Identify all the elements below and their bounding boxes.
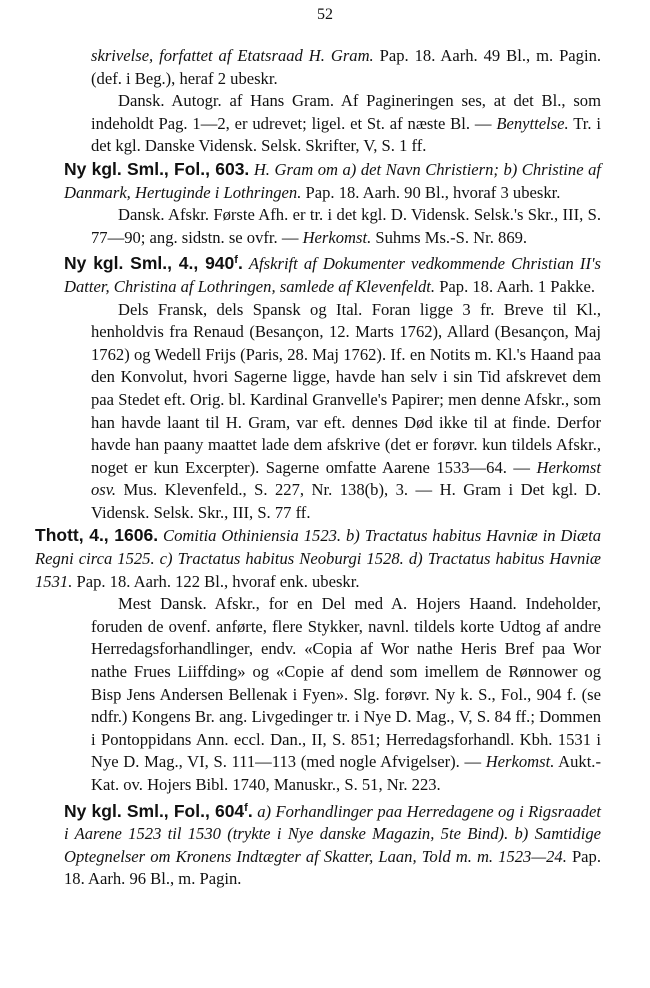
note-text: Dels Fransk, dels Spansk og Ital. Foran ligge 3 fr. Breve til Kl., henholdvis fra Renaud (Besançon, 12. Marts 1762), Allard (Besançon, Maj 1762) og Wedell Frijs (Paris, 28. Maj 1762). If. en Notits m. Kl.'s Haand paa den Konvolut, hvori Sagerne ligge, havde han selv i sin Tid afskrevet dem paa Stedet eft. Orig. bl. Kardinal Granvelle's Papirer; men denne Afskr., som han havde laant til H. Gram, var eft. dennes Død ikke til at finde. Derfor havde han paany maattet lade dem afskrive (det er forøvr. kun tildels Afskr., noget er kun Excerpter). Sagerne omfatte Aarene 1533—64. —	[91, 299, 601, 477]
shelfmark: Ny kgl. Sml., Fol., 603.	[64, 158, 250, 179]
entry-note	[91, 204, 601, 249]
note-label: Herkomst osv.	[91, 457, 601, 500]
shelfmark-period: .	[247, 800, 253, 821]
entry-note	[91, 593, 601, 796]
entry-title: skrivelse, forfattet af Etatsraad H. Gram.	[91, 46, 374, 65]
page-number: 52	[317, 6, 333, 23]
catalog-entry	[64, 249, 601, 298]
entry-note	[91, 90, 601, 158]
note-label: Herkomst.	[485, 752, 555, 772]
entry-description: Pap. 18. Aarh. 49 Bl., m. Pagin. (def. i Beg.), heraf 2 ubeskr.	[91, 46, 602, 88]
entry-description: Pap. 18. Aarh. 96 Bl., m. Pagin.	[64, 846, 601, 889]
shelfmark-superscript: f	[244, 801, 248, 814]
entry-title: Comitia Othiniensia 1523. b) Tractatus habitus Havniæ in Diæta Regni circa 1525. c) Tractatus habitus Neoburgi 1528. d) Tractatus habitus Havniæ 1531.	[35, 526, 601, 591]
note-label: Benyttelse.	[496, 113, 569, 133]
note-text: Suhms Ms.-S. Nr. 869.	[371, 227, 528, 247]
shelfmark	[64, 801, 253, 821]
note-text: Dansk. Autogr. af Hans Gram. Af Pagineringen ses, at det Bl., som indeholdt Pag. 1—2, er udrevet; ligel. et St. af næste Bl. —	[91, 91, 601, 133]
shelfmark-text: Ny kgl. Sml., Fol., 604	[64, 800, 245, 821]
shelfmark	[64, 253, 243, 273]
shelfmark-period: .	[237, 253, 243, 274]
note-text: Dansk. Afskr. Første Afh. er tr. i det kgl. D. Vidensk. Selsk.'s Skr., III, S. 77—90; ang. sidstn. se ovfr. —	[91, 205, 601, 247]
body-text	[35, 45, 602, 891]
note-text: Mus. Klevenfeld., S. 227, Nr. 138(b), 3. — H. Gram i Det kgl. D. Vidensk. Selsk. Skr., III, S. 77 ff.	[91, 480, 601, 522]
entry-description: Pap. 18. Aarh. 122 Bl., hvoraf enk. ubeskr.	[72, 571, 360, 591]
entry-description: Pap. 18. Aarh. 90 Bl., hvoraf 3 ubeskr.	[301, 182, 561, 202]
entry-title: H. Gram om a) det Navn Christiern; b) Christine af Danmark, Hertuginde i Lothringen.	[64, 159, 602, 202]
note-text: Mest Dansk. Afskr., for en Del med A. Hojers Haand. Indeholder, foruden de ovenf. anførte, flere Stykker, navnl. tildels korte Udtog af andre Herredagsforhandlinger, endv. «Copia af Wor nathe Heris Bref paa Wor nathe Frues Liiffding» og «Copie af dend som imellem de Rønnower og Bisp Jens Andersen Bellenak i Fyen». Slg. forøvr. Ny k. S., Fol., 904 f. (se ndfr.) Kongens Br. ang. Livgedinger tr. i Nye D. Mag., V, S. 84 ff.; Dommen i Pontoppidans Ann. eccl. Dan., II, S. 851; Herredagsforhandl. Kbh. 1531 i Nye D. Mag., VI, S. 111—113 (med nogle Afvigelser). —	[91, 594, 601, 772]
entry-note	[91, 299, 601, 525]
entry-title: a) Forhandlinger paa Herredagene og i Rigsraadet i Aarene 1523 til 1530 (trykte i Nye danske Magazin, 5te Bind). b) Samtidige Optegnelser om Kronens Indtægter af Skatter, Laan, Told m. m. 1523—24.	[64, 801, 601, 866]
entry-continuation	[91, 45, 601, 90]
note-label: Herkomst.	[302, 227, 372, 247]
catalog-entry	[64, 797, 601, 891]
catalog-entry	[64, 158, 601, 204]
shelfmark-text: Ny kgl. Sml., 4., 940	[64, 253, 235, 274]
shelfmark: Thott, 4., 1606.	[35, 525, 159, 546]
note-text: Tr. i det kgl. Danske Vidensk. Selsk. Skrifter, V, S. 1 ff.	[91, 113, 601, 156]
note-text: Aukt.-Kat. ov. Hojers Bibl. 1740, Manuskr., S. 51, Nr. 223.	[91, 752, 601, 794]
catalog-entry	[35, 524, 601, 593]
entry-title: Afskrift af Dokumenter vedkommende Christian II's Datter, Christina af Lothringen, samlede af Klevenfeldt.	[64, 254, 601, 296]
shelfmark-superscript: f	[234, 254, 238, 267]
entry-description: Pap. 18. Aarh. 1 Pakke.	[435, 276, 595, 296]
